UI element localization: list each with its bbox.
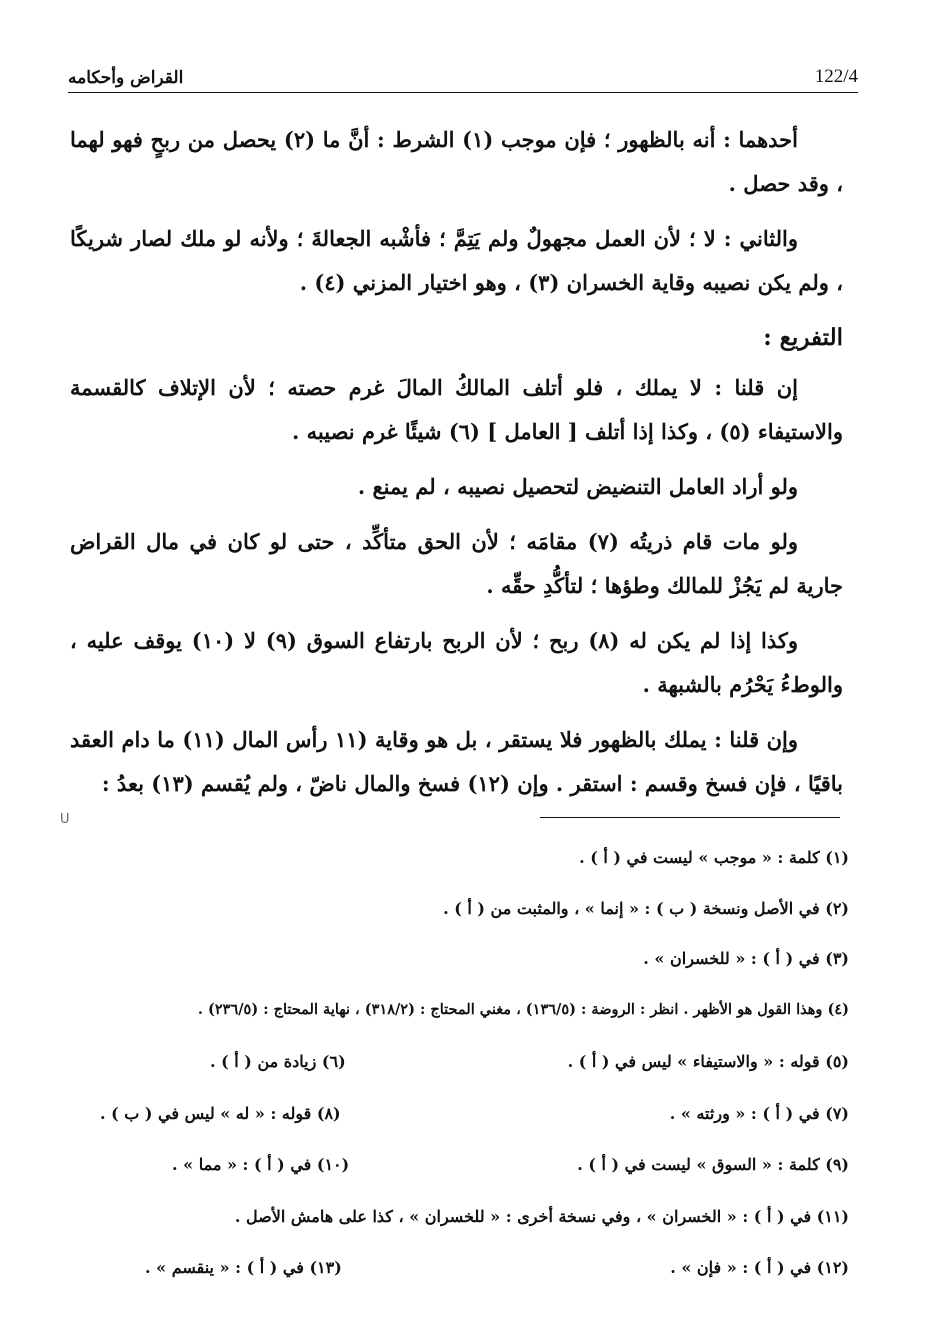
footnote-11: (١١) في ( أ ) : « الخسران » ، وفي نسخة أخرى : « للخسران » ، كذا على هامش الأصل .: [234, 1207, 849, 1226]
footnote-5: (٥) قوله : « والاستيفاء » ليس في ( أ ) .: [567, 1052, 849, 1071]
main-text: [70, 118, 843, 817]
page-number: 122/4: [814, 66, 858, 87]
margin-mark: U: [60, 812, 70, 827]
running-header: [68, 58, 858, 93]
footnote-4: (٤) وهذا القول هو الأظهر . انظر : الروضة : (١٣٦/٥) ، مغني المحتاج : (٣١٨/٢) ، نهاية المحتاج : (٢٣٦/٥) .: [197, 1001, 849, 1018]
footnote-7: (٧) في ( أ ) : « ورثته » .: [669, 1104, 849, 1123]
footnote-1: (١) كلمة : « موجب » ليست في ( أ ) .: [579, 848, 849, 867]
footnote-10: (١٠) في ( أ ) : « مما » .: [172, 1155, 350, 1174]
paragraph-1: أحدهما : أنه بالظهور ؛ فإن موجب (١) الشرط : أنَّ ما (٢) يحصل من ربحٍ فهو لهما ، وقد حصل .: [70, 127, 843, 196]
paragraph-5: ولو مات قام ذريتُه (٧) مقامَه ؛ لأن الحق متأكِّد ، حتى لو كان في مال القراض جارية لم يَجُزْ للمالك وطؤها ؛ لتأكُّدِ حقِّه .: [70, 529, 843, 598]
footnote-2: (٢) في الأصل ونسخة ( ب ) : « إنما » ، والمثبت من ( أ ) .: [443, 899, 849, 918]
footnote-divider: [540, 817, 840, 818]
paragraph-3: إن قلنا : لا يملك ، فلو أتلف المالكُ المالَ غرم حصته ؛ لأن الإتلاف كالقسمة والاستيفاء (٥) ، وكذا إذا أتلف [ العامل ] (٦) شيئًا غرم نصيبه .: [70, 375, 843, 444]
section-heading: التفريع :: [763, 324, 843, 351]
footnote-8: (٨) قوله : « له » ليس في ( ب ) .: [100, 1104, 341, 1123]
footnote-9: (٩) كلمة : « السوق » ليست في ( أ ) .: [577, 1155, 849, 1174]
footnote-13: (١٣) في ( أ ) : « ينقسم » .: [145, 1258, 342, 1277]
paragraph-4: ولو أراد العامل التنضيض لتحصيل نصيبه ، لم يمنع .: [357, 474, 798, 499]
paragraph-2: والثاني : لا ؛ لأن العمل مجهولٌ ولم يَتِمَّ ؛ فأشْبه الجعالةَ ؛ ولأنه لو ملك لصار شريكًا ، ولم يكن نصيبه وقاية الخسران (٣) ، وهو اختيار المزني (٤) .: [70, 226, 843, 295]
footnote-12: (١٢) في ( أ ) : « فإن » .: [670, 1258, 849, 1277]
footnote-3: (٣) في ( أ ) : « للخسران » .: [643, 949, 849, 968]
header-title: القراض وأحكامه: [68, 68, 184, 88]
paragraph-6: وكذا إذا لم يكن له (٨) ربح ؛ لأن الربح بارتفاع السوق (٩) لا (١٠) يوقف عليه ، والوطءُ يَحْرُم بالشبهة .: [70, 628, 843, 697]
footnote-6: (٦) زيادة من ( أ ) .: [210, 1052, 346, 1071]
paragraph-7: وإن قلنا : يملك بالظهور فلا يستقر ، بل هو وقاية (١١ رأس المال (١١) ما دام العقد باقيًا ، فإن فسخ وقسم : استقر . وإن (١٢) فسخ والمال ناضّ ، ولم يُقسم (١٣) بعدُ :: [70, 727, 843, 796]
